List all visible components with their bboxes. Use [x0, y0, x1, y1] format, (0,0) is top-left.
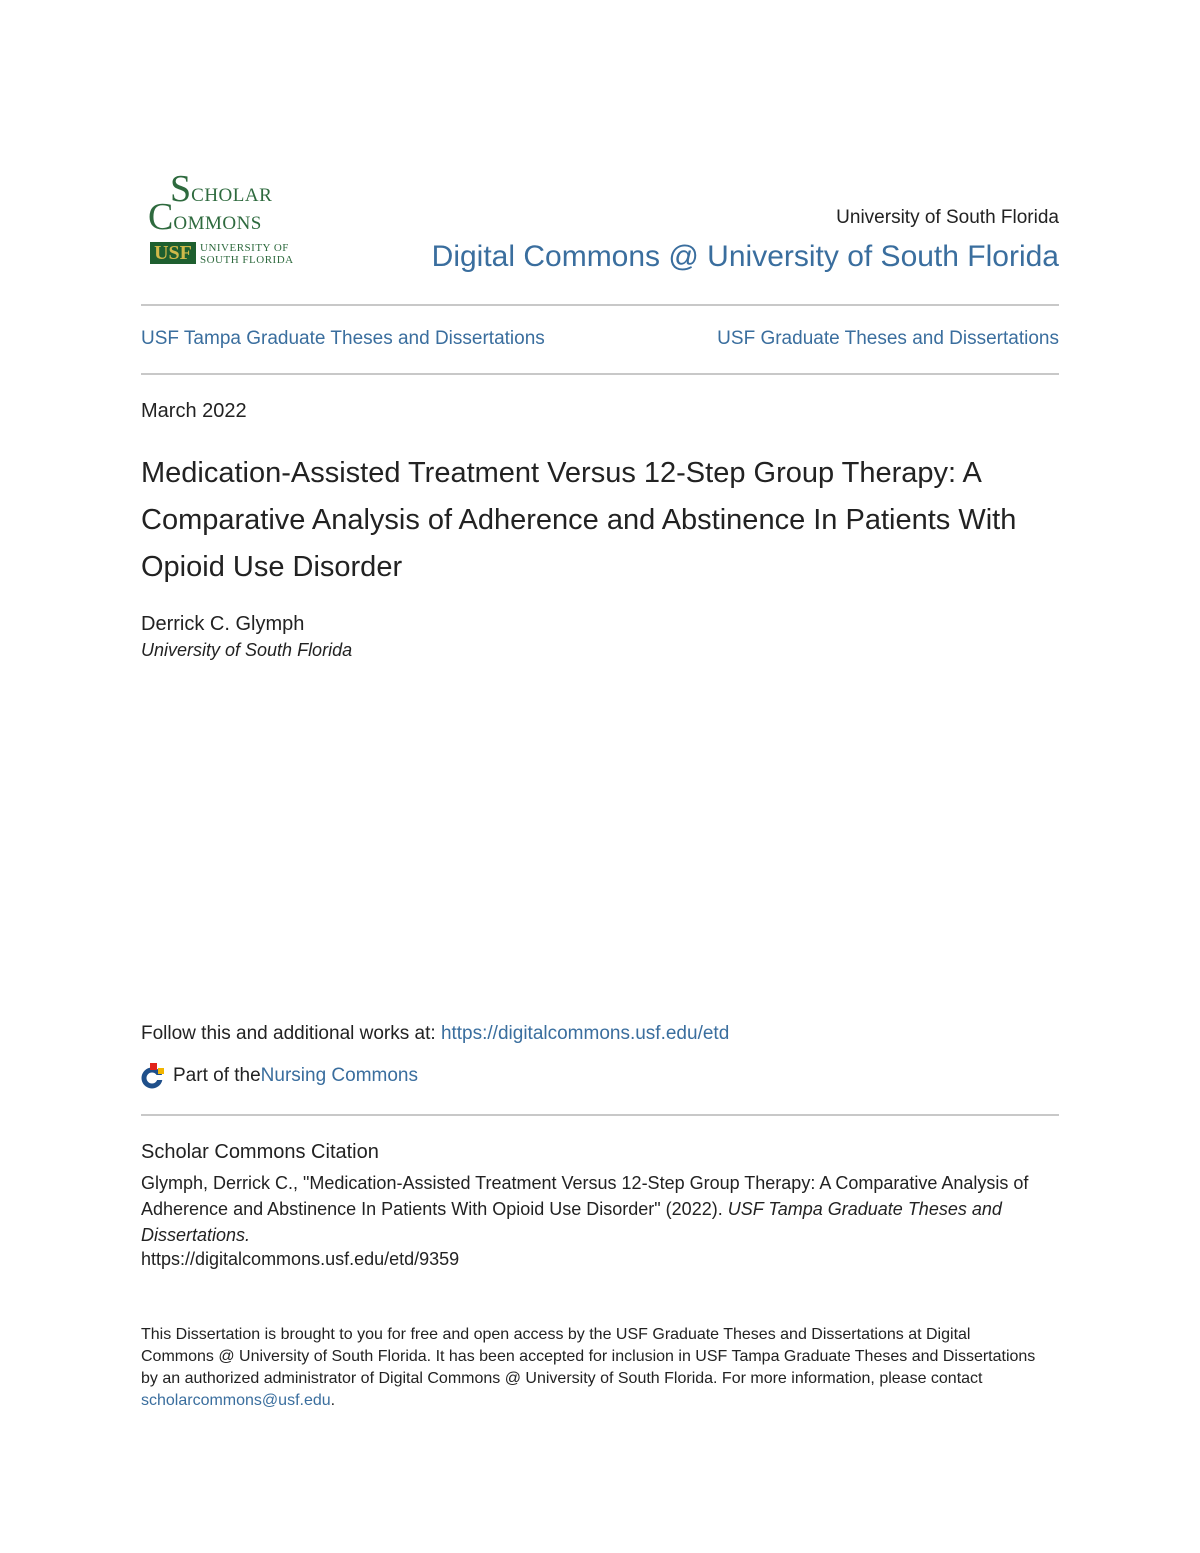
repository-title-link[interactable]: Digital Commons @ University of South Florida: [431, 240, 1059, 273]
logo-commons-line: [148, 198, 262, 236]
divider-citation: [141, 1114, 1059, 1116]
follow-label: Follow this and additional works at:: [141, 1023, 441, 1044]
part-of-line: [141, 1062, 418, 1090]
citation-text: [141, 1170, 1071, 1248]
follow-url-link[interactable]: https://digitalcommons.usf.edu/etd: [440, 1023, 730, 1044]
author-name: Derrick C. Glymph: [141, 613, 305, 635]
citation-series: USF Tampa Graduate Theses and Dissertations.: [141, 1199, 1002, 1245]
access-notice-text: This Dissertation is brought to you for free and open access by the USF Graduate Theses and Dissertations at Digital Commons @ University of South Florida. It has been accepted for inclusion in USF Tampa Graduate Theses and Dissertations by an authorized administrator of Digital Commons @ University of South Florida. For more information, please contact: [141, 1326, 1036, 1387]
publication-date: March 2022: [141, 400, 247, 422]
access-notice-end: .: [330, 1392, 336, 1409]
logo-commons-text: OMMONS: [173, 213, 262, 234]
divider-series: [141, 373, 1059, 375]
logo-s-letter: S: [170, 168, 192, 210]
series-link-tampa[interactable]: USF Tampa Graduate Theses and Dissertations: [141, 328, 545, 349]
logo-scholar-text: CHOLAR: [191, 185, 273, 206]
part-of-label: Part of the: [173, 1065, 261, 1086]
series-link-graduate[interactable]: USF Graduate Theses and Dissertations: [717, 328, 1059, 349]
document-title: Medication-Assisted Treatment Versus 12-Step Group Therapy: A Comparative Analysis of Adherence and Abstinence In Patients With Opioid Use Disorder: [141, 457, 1017, 583]
usf-logo-box: USF: [150, 242, 196, 264]
logo-c-letter: C: [148, 196, 174, 238]
citation-heading: Scholar Commons Citation: [141, 1141, 379, 1163]
author-affiliation: University of South Florida: [141, 640, 353, 660]
access-notice: [141, 1324, 1041, 1412]
network-commons-icon: [141, 1062, 167, 1090]
contact-email-link[interactable]: scholarcommons@usf.edu: [141, 1392, 331, 1409]
divider-top: [141, 304, 1059, 306]
usf-sub-line2: SOUTH FLORIDA: [200, 254, 294, 266]
scholar-commons-logo[interactable]: [148, 170, 298, 270]
nursing-commons-link[interactable]: Nursing Commons: [260, 1065, 418, 1086]
usf-sub-line1: UNIVERSITY OF: [200, 242, 289, 254]
citation-main: Glymph, Derrick C., "Medication-Assisted Treatment Versus 12-Step Group Therapy: A Comparative Analysis of Adherence and Abstinence In Patients With Opioid Use Disorder" (2022).: [141, 1173, 1029, 1219]
citation-url: https://digitalcommons.usf.edu/etd/9359: [141, 1249, 460, 1269]
university-name: University of South Florida: [836, 207, 1059, 228]
follow-line: [141, 1023, 729, 1045]
